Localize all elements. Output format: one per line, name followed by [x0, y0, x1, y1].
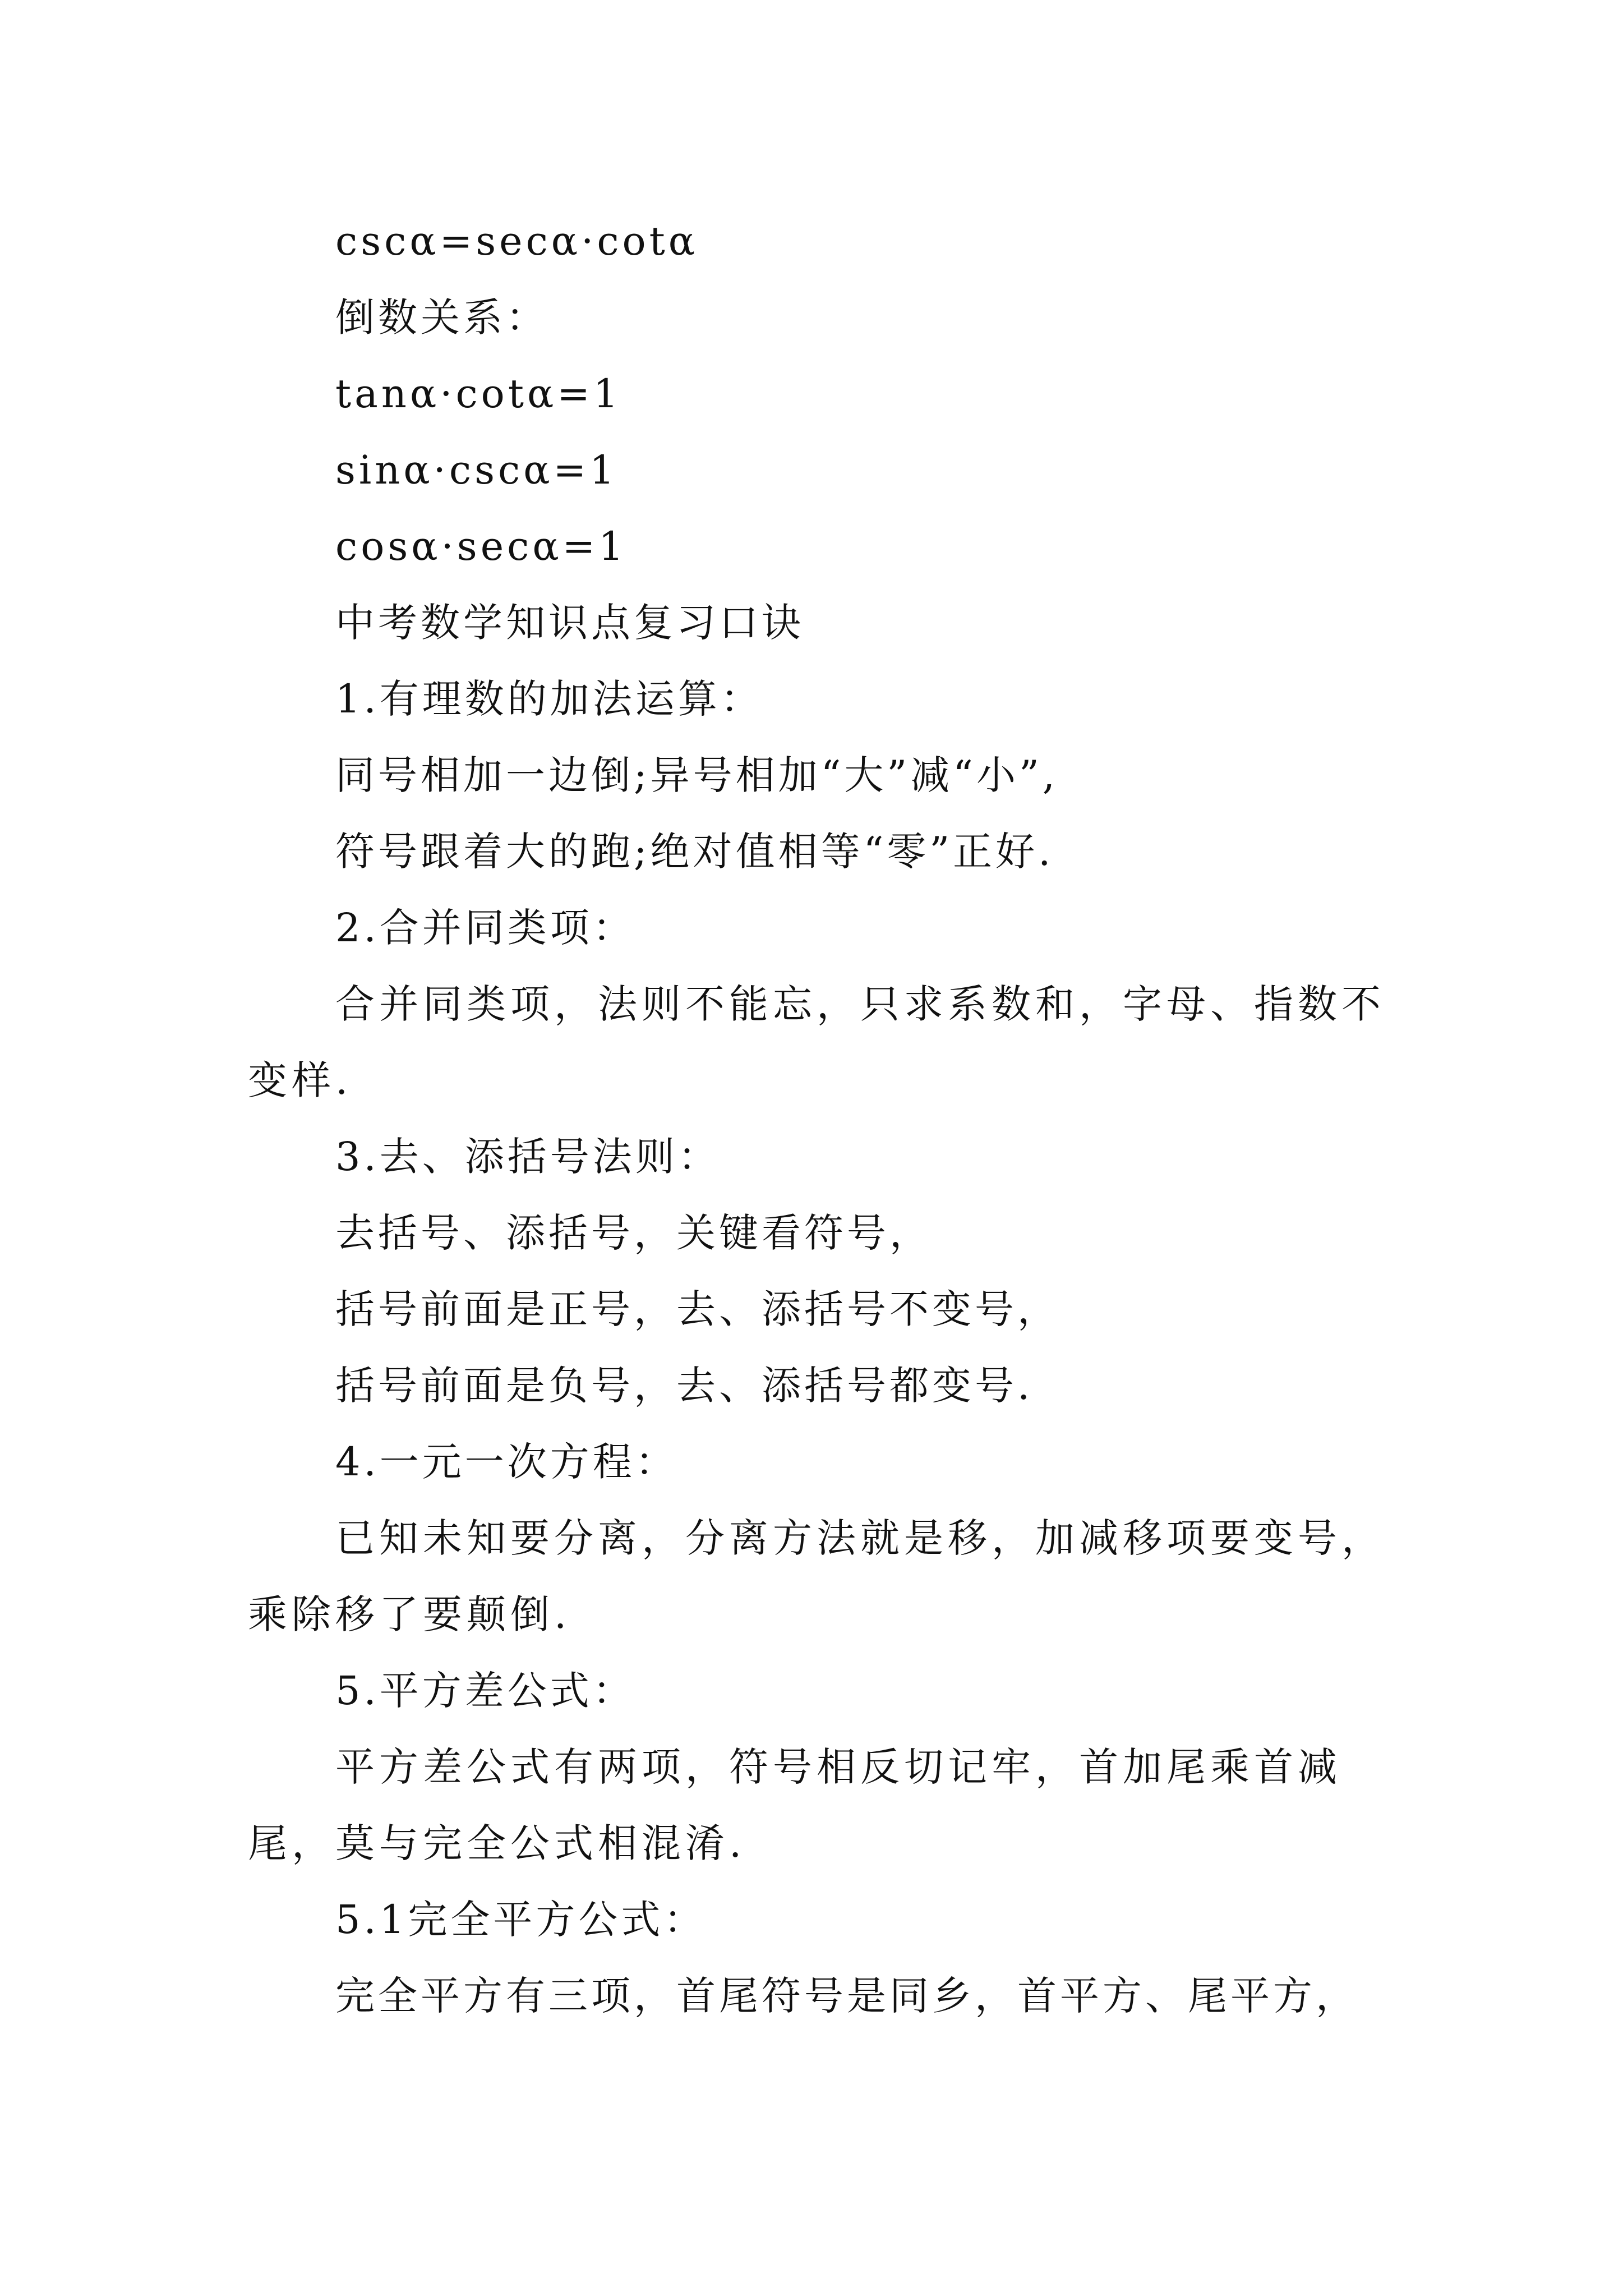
item-2-heading: 2.合并同类项： — [335, 905, 635, 951]
item-1-text-2: 符号跟着大的跑;绝对值相等“零”正好. — [335, 829, 1054, 875]
item-3-text-2: 括号前面是正号，去、添括号不变号， — [335, 1286, 1060, 1332]
item-1-heading: 1.有理数的加法运算： — [335, 676, 763, 722]
item-3-text-1: 去括号、添括号，关键看符号， — [335, 1210, 932, 1256]
section-title: 中考数学知识点复习口诀 — [335, 600, 804, 646]
document-body — [248, 203, 1392, 2034]
formula-sin-csc: sinα·cscα=1 — [335, 447, 618, 493]
formula-cos-sec: cosα·secα=1 — [335, 523, 627, 569]
formula-tan-cot: tanα·cotα=1 — [335, 371, 622, 417]
item-5-heading: 5.平方差公式： — [335, 1668, 635, 1714]
item-1-text-1: 同号相加一边倒;异号相加“大”减“小”, — [335, 752, 1058, 798]
item-3-text-3: 括号前面是负号，去、添括号都变号. — [335, 1363, 1034, 1409]
item-5-text: 平方差公式有两项，符号相反切记牢，首加尾乘首减尾，莫与完全公式相混淆. — [248, 1744, 1341, 1866]
item-2-text: 合并同类项，法则不能忘，只求系数和，字母、指数不变样. — [248, 981, 1385, 1103]
item-4-text: 已知未知要分离，分离方法就是移，加减移项要变号，乘除移了要颠倒. — [248, 1515, 1385, 1637]
heading-reciprocal-relations: 倒数关系： — [335, 295, 548, 341]
item-5-1-text: 完全平方有三项，首尾符号是同乡，首平方、尾平方， — [335, 1973, 1358, 2019]
formula-csc: cscα=secα·cotα — [335, 218, 699, 264]
item-4-heading: 4.一元一次方程： — [335, 1439, 678, 1485]
item-5-1-heading: 5.1完全平方公式： — [335, 1897, 707, 1943]
item-3-heading: 3.去、添括号法则： — [335, 1134, 721, 1180]
